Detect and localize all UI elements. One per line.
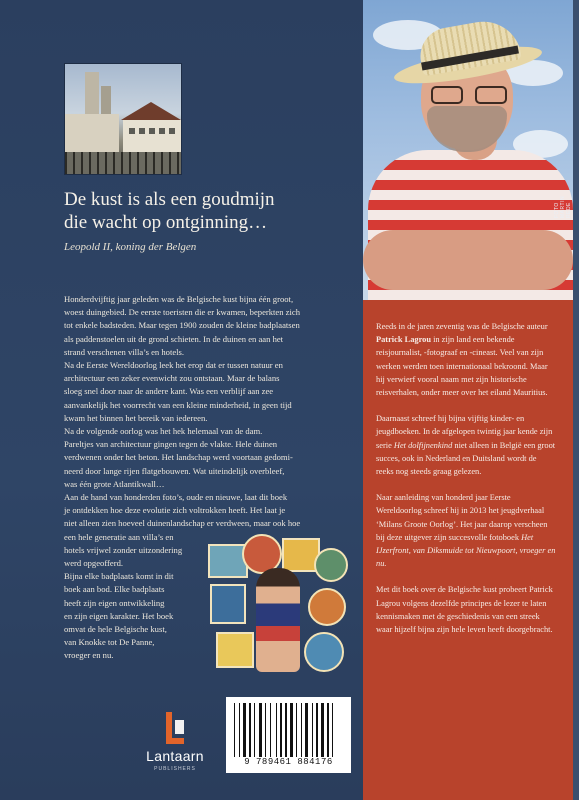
roof-shape <box>121 102 181 120</box>
body-line: omvat de hele Belgische kust, <box>64 624 167 635</box>
poster-tile <box>216 632 254 668</box>
body-line: boek aan bod. Elke badplaats <box>64 584 165 595</box>
barcode-bar <box>270 703 271 757</box>
body-line: aanvankelijk het voorrecht van een kleine minderheid, in geen tijd <box>64 399 292 410</box>
poster-tile <box>210 584 246 624</box>
author-name: Patrick Lagrou <box>376 335 431 345</box>
body-line: vroeger en nu. <box>64 650 114 661</box>
body-line: tot enkele badsteden. Maar tegen 1900 zouden de kleine badplaatsen <box>64 320 300 331</box>
body-line: niet alleen zien hoeveel duinenlandschap er verdween, maar ook hoe <box>64 518 301 529</box>
bio-text: in zijn land een bekende reisjournalist, -fotograaf en -cineast. Veel van zijn werken werden toen internationaal bekroond. Maar hij verwierf vooral naam met zijn historische reisverhalen, onder meer over het eiland Mauritius. <box>376 335 548 398</box>
villa-block <box>123 120 181 156</box>
barcode-bar <box>276 703 277 757</box>
publisher-name: Lantaarn <box>146 748 204 764</box>
barcode-bar <box>243 703 246 757</box>
barcode-bar <box>280 703 282 757</box>
barcode-bar <box>296 703 297 757</box>
logo-bar <box>175 720 184 734</box>
body-line: werd opgeofferd. <box>64 558 124 569</box>
barcode-bar <box>239 703 240 757</box>
body-line: van Knokke tot De Panne, <box>64 637 155 648</box>
body-line: en zijn eigen karakter. Het boek <box>64 610 174 621</box>
poster-stamp <box>314 548 348 582</box>
publisher-subtitle: PUBLISHERS <box>154 766 196 772</box>
body-line: Bijna elke badplaats komt in dit <box>64 571 174 582</box>
author-portrait-photo <box>363 0 573 300</box>
bather-figure <box>256 568 300 672</box>
body-line: een hele generatie aan villa’s en <box>64 531 174 542</box>
barcode-bar <box>265 703 266 757</box>
barcode-bar <box>285 703 287 757</box>
body-line: verdwenen onder het beton. Het landschap werd voortaan gedomi- <box>64 452 293 463</box>
poster-stamp <box>308 588 346 626</box>
cover-quote <box>64 188 354 234</box>
body-line: Pareltjes van architectuur gingen tegen de vlakte. Hele duinen <box>64 439 278 450</box>
body-line: woest duingebied. De eerste toeristen die er kwamen, beperkten zich <box>64 307 300 318</box>
barcode-bars <box>234 703 343 757</box>
glasses <box>431 86 507 102</box>
bio-paragraph-1 <box>376 320 556 399</box>
barcode-bar <box>316 703 318 757</box>
isbn-number: 9 789461 884176 <box>244 757 333 767</box>
body-line: Aan de hand van honderden foto’s, oude en nieuwe, laat dit boek <box>64 492 288 503</box>
isbn-barcode <box>226 697 351 773</box>
quote-attribution: Leopold II, koning der Belgen <box>64 241 197 253</box>
body-line: sloeg snel door naar de andere kant. Was een verblijf aan zee <box>64 386 274 397</box>
body-line: heeft zijn eigen ontwikkeling <box>64 597 165 608</box>
barcode-bar <box>327 703 329 757</box>
photo-credit: FOTO MARTIN REDE <box>554 195 572 218</box>
body-line: kwam het binnen het bereik van iedereen. <box>64 412 208 423</box>
bio-paragraph-3 <box>376 491 556 570</box>
quote-line-1: De kust is als een goudmijn <box>64 189 275 210</box>
body-line: Honderdvijftig jaar geleden was de Belgische kust bijna één groot, <box>64 294 294 304</box>
vintage-poster-illustration <box>208 534 350 682</box>
barcode-bar <box>234 703 235 757</box>
building-block <box>65 114 119 154</box>
barcode-bar <box>290 703 293 757</box>
body-line: je ontdekken hoe deze evolutie zich voltrokken heeft. Het laat je <box>64 505 286 516</box>
poster-stamp <box>304 632 344 672</box>
barcode-bar <box>321 703 324 757</box>
barcode-bar <box>259 703 262 757</box>
body-line: neerd door lange rijen flatgebouwen. Wat uiteindelijk overbleef, <box>64 465 285 476</box>
lantaarn-logo-icon <box>164 712 186 746</box>
body-line: was één grote Atlantikwall… <box>64 478 165 489</box>
spine-edge <box>573 0 579 800</box>
body-line: Na de volgende oorlog was het hek helemaal van de dam. <box>64 426 263 437</box>
body-line: strand verschenen villa’s en hotels. <box>64 346 185 357</box>
barcode-bar <box>312 703 313 757</box>
railing <box>65 152 182 175</box>
bio-paragraph-4: Met dit boek over de Belgische kust probeert Patrick Lagrou volgens dezelfde principes de lezer te laten kennismaken met de geschiedenis van een streek waar hijzelf bijna zijn hele leven heeft doorgebracht. <box>376 585 553 635</box>
body-line: hotels vrijwel zonder uitzondering <box>64 544 183 555</box>
crossed-arms <box>363 230 573 290</box>
bio-paragraph-2 <box>376 412 556 478</box>
bio-text: niet alleen in België een groot succes, ook in Nederland en Duitsland wordt de reeks nog steeds graag gelezen. <box>376 440 556 477</box>
body-line: Na de Eerste Wereldoorlog leek het erop dat er tussen natuur en <box>64 360 283 371</box>
body-line: architectuur een zeker evenwicht zou ontstaan. Maar de balans <box>64 373 280 384</box>
author-bio <box>376 320 556 649</box>
coast-building-photo <box>64 63 182 175</box>
logo-bar <box>166 738 184 744</box>
bio-text: Reeds in de jaren zeventig was de Belgische auteur <box>376 322 548 331</box>
barcode-bar <box>249 703 251 757</box>
quote-line-2: die wacht op ontginning… <box>64 212 268 233</box>
bio-text: Daarnaast schreef hij bijna vijftig kinder- en jeugdboeken. In de afgelopen twintig jaar kende zijn serie <box>376 414 553 450</box>
logo-bar <box>166 712 172 738</box>
book-title: Het dolfijnenkind <box>393 440 453 450</box>
barcode-bar <box>305 703 308 757</box>
barcode-bar <box>254 703 255 757</box>
body-line: als paddenstoelen uit de grond schieten. In de duinen en aan het <box>64 333 284 344</box>
barcode-bar <box>301 703 302 757</box>
barcode-bar <box>332 703 333 757</box>
bio-text: Naar aanleiding van honderd jaar Eerste Wereldoorlog schreef hij in 2013 het jeugdverhaal ‘Milans Groote Oorlog’. Het jaar daarop verscheen bij deze uitgever zijn succesvolle fotoboek <box>376 493 548 542</box>
book-title: Het IJzerfront, van Diksmuide tot Nieuwpoort, vroeger en nu. <box>376 532 556 569</box>
